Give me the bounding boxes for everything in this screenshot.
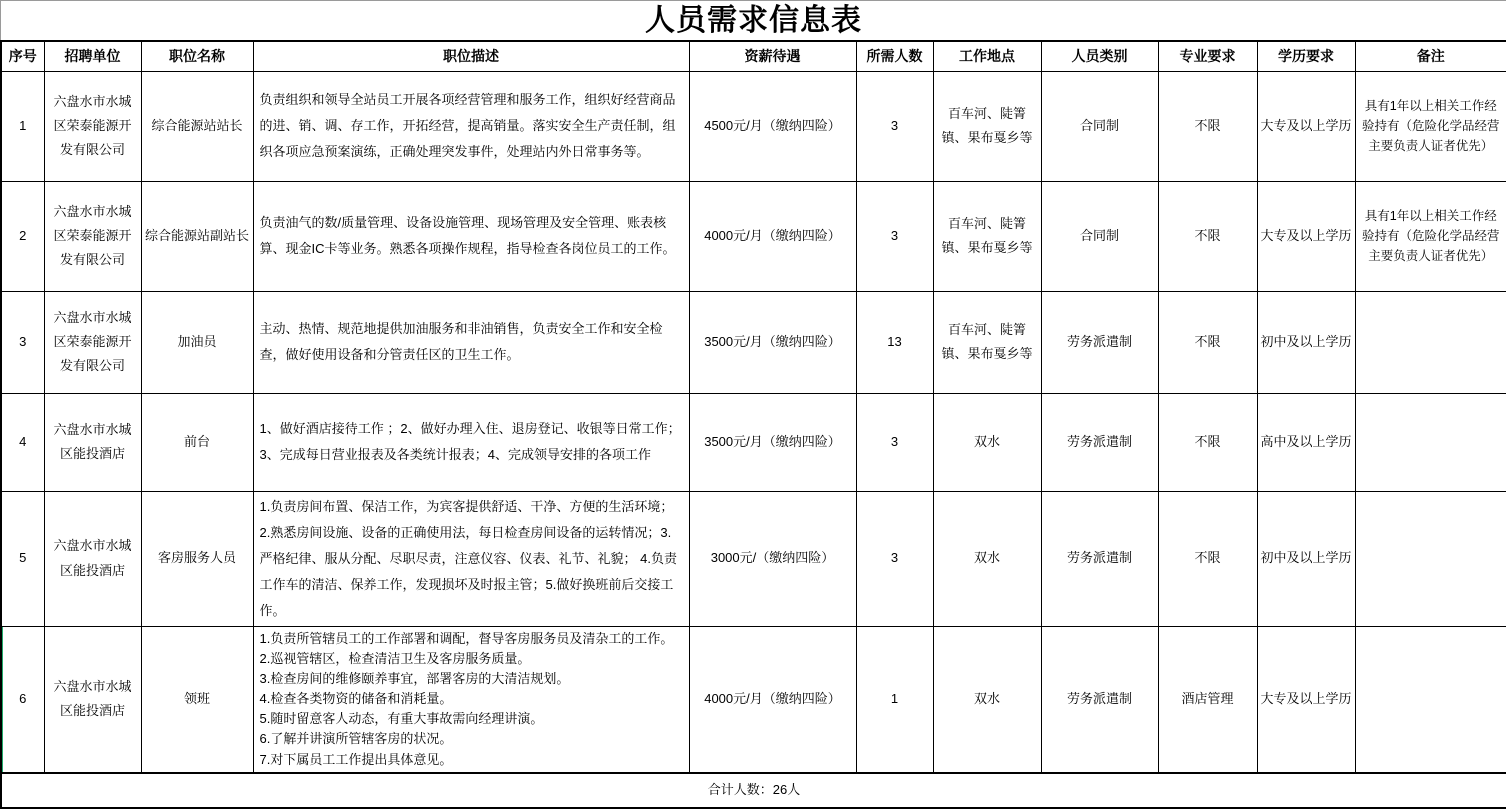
table-row: [1, 291, 1506, 393]
cell-education-requirement[interactable]: 大专及以上学历: [1257, 71, 1355, 181]
cell-remark[interactable]: [1355, 393, 1506, 491]
cell-position-description[interactable]: 1.负责房间布置、保洁工作，为宾客提供舒适、干净、方便的生活环境；2.熟悉房间设施、设备的正确使用法，每日检查房间设备的运转情况；3.严格纪律、服从分配、尽职尽责，注意仪容、仪表、礼节、礼貌； 4.负责工作车的清洁、保养工作，发现损坏及时报主管；5.做好换班前后交接工作。: [253, 491, 689, 626]
cell-remark[interactable]: [1355, 291, 1506, 393]
title-bar: [0, 0, 1506, 40]
cell-headcount[interactable]: 3: [856, 181, 933, 291]
cell-personnel-category[interactable]: 劳务派遣制: [1041, 393, 1158, 491]
cell-position-name[interactable]: 前台: [141, 393, 253, 491]
cell-recruiting-unit[interactable]: 六盘水市水城区荣泰能源开发有限公司: [44, 181, 141, 291]
table-row: [1, 626, 1506, 773]
cell-position-description[interactable]: 1、做好酒店接待工作 ；2、做好办理入住、退房登记、收银等日常工作；3、完成每日营业报表及各类统计报表；4、完成领导安排的各项工作: [253, 393, 689, 491]
cell-major-requirement[interactable]: 不限: [1158, 71, 1257, 181]
cell-recruiting-unit[interactable]: 六盘水市水城区荣泰能源开发有限公司: [44, 291, 141, 393]
cell-position-name[interactable]: 综合能源站副站长: [141, 181, 253, 291]
cell-salary[interactable]: 3000元/（缴纳四险）: [689, 491, 856, 626]
column-header[interactable]: 职位名称: [141, 41, 253, 71]
total-row: [1, 773, 1506, 808]
cell-remark[interactable]: 具有1年以上相关工作经验持有（危险化学品经营主要负责人证者优先）: [1355, 71, 1506, 181]
cell-position-description[interactable]: 主动、热情、规范地提供加油服务和非油销售，负责安全工作和安全检查，做好使用设备和分管责任区的卫生工作。: [253, 291, 689, 393]
cell-remark[interactable]: [1355, 626, 1506, 773]
cell-position-name[interactable]: 加油员: [141, 291, 253, 393]
header-row: [1, 41, 1506, 71]
cell-major-requirement[interactable]: 不限: [1158, 393, 1257, 491]
cell-position-description[interactable]: 1.负责所管辖员工的工作部署和调配，督导客房服务员及清杂工的工作。 2.巡视管辖区，检查清洁卫生及客房服务质量。 3.检查房间的维修颐养事宜，部署客房的大清洁规划。 4.检查各类物资的储备和消耗量。 5.随时留意客人动态，有重大事故需向经理讲演。 6.了解并讲演所管辖客房的状况。 7.对下属员工工作提出具体意见。: [253, 626, 689, 773]
cell-position-name[interactable]: 领班: [141, 626, 253, 773]
page-title: 人员需求信息表: [645, 3, 862, 37]
cell-major-requirement[interactable]: 不限: [1158, 291, 1257, 393]
column-header[interactable]: 序号: [1, 41, 44, 71]
column-header[interactable]: 学历要求: [1257, 41, 1355, 71]
cell-personnel-category[interactable]: 劳务派遣制: [1041, 291, 1158, 393]
cell-serial-number[interactable]: 1: [1, 71, 44, 181]
cell-serial-number[interactable]: 3: [1, 291, 44, 393]
cell-major-requirement[interactable]: 不限: [1158, 181, 1257, 291]
total-count-label[interactable]: 合计人数：26人: [1, 773, 1506, 808]
personnel-requirements-table: [0, 40, 1506, 809]
cell-recruiting-unit[interactable]: 六盘水市水城区能投酒店: [44, 626, 141, 773]
cell-serial-number[interactable]: 6: [1, 626, 44, 773]
cell-work-location[interactable]: 百车河、陡箐镇、果布戛乡等: [933, 181, 1041, 291]
cell-work-location[interactable]: 双水: [933, 393, 1041, 491]
column-header[interactable]: 工作地点: [933, 41, 1041, 71]
column-header[interactable]: 所需人数: [856, 41, 933, 71]
cell-major-requirement[interactable]: 酒店管理: [1158, 626, 1257, 773]
cell-education-requirement[interactable]: 高中及以上学历: [1257, 393, 1355, 491]
cell-recruiting-unit[interactable]: 六盘水市水城区能投酒店: [44, 491, 141, 626]
cell-headcount[interactable]: 3: [856, 491, 933, 626]
cell-headcount[interactable]: 3: [856, 71, 933, 181]
cell-position-name[interactable]: 客房服务人员: [141, 491, 253, 626]
cell-education-requirement[interactable]: 大专及以上学历: [1257, 181, 1355, 291]
cell-personnel-category[interactable]: 劳务派遣制: [1041, 626, 1158, 773]
table-row: [1, 71, 1506, 181]
table-body: [1, 71, 1506, 773]
table-row: [1, 181, 1506, 291]
cell-serial-number[interactable]: 5: [1, 491, 44, 626]
cell-salary[interactable]: 4500元/月（缴纳四险）: [689, 71, 856, 181]
column-header[interactable]: 资薪待遇: [689, 41, 856, 71]
cell-salary[interactable]: 4000元/月（缴纳四险）: [689, 626, 856, 773]
cell-headcount[interactable]: 13: [856, 291, 933, 393]
cell-serial-number[interactable]: 2: [1, 181, 44, 291]
cell-education-requirement[interactable]: 初中及以上学历: [1257, 491, 1355, 626]
column-header[interactable]: 备注: [1355, 41, 1506, 71]
cell-headcount[interactable]: 3: [856, 393, 933, 491]
column-header[interactable]: 人员类别: [1041, 41, 1158, 71]
cell-salary[interactable]: 3500元/月（缴纳四险）: [689, 291, 856, 393]
cell-recruiting-unit[interactable]: 六盘水市水城区荣泰能源开发有限公司: [44, 71, 141, 181]
cell-position-description[interactable]: 负责组织和领导全站员工开展各项经营管理和服务工作，组织好经营商品的进、销、调、存工作，开拓经营，提高销量。落实安全生产责任制，组织各项应急预案演练，正确处理突发事件，处理站内外日常事务等。: [253, 71, 689, 181]
cell-major-requirement[interactable]: 不限: [1158, 491, 1257, 626]
cell-personnel-category[interactable]: 合同制: [1041, 181, 1158, 291]
cell-personnel-category[interactable]: 劳务派遣制: [1041, 491, 1158, 626]
cell-work-location[interactable]: 双水: [933, 626, 1041, 773]
cell-education-requirement[interactable]: 初中及以上学历: [1257, 291, 1355, 393]
table-row: [1, 491, 1506, 626]
column-header[interactable]: 招聘单位: [44, 41, 141, 71]
table-row: [1, 393, 1506, 491]
cell-position-description[interactable]: 负责油气的数/质量管理、设备设施管理、现场管理及安全管理、账表核算、现金IC卡等业务。熟悉各项操作规程，指导检查各岗位员工的工作。: [253, 181, 689, 291]
cell-personnel-category[interactable]: 合同制: [1041, 71, 1158, 181]
cell-work-location[interactable]: 百车河、陡箐镇、果布戛乡等: [933, 291, 1041, 393]
column-header[interactable]: 职位描述: [253, 41, 689, 71]
cell-remark[interactable]: 具有1年以上相关工作经验持有（危险化学品经营主要负责人证者优先）: [1355, 181, 1506, 291]
cell-education-requirement[interactable]: 大专及以上学历: [1257, 626, 1355, 773]
cell-remark[interactable]: [1355, 491, 1506, 626]
cell-work-location[interactable]: 百车河、陡箐镇、果布戛乡等: [933, 71, 1041, 181]
cell-recruiting-unit[interactable]: 六盘水市水城区能投酒店: [44, 393, 141, 491]
column-header[interactable]: 专业要求: [1158, 41, 1257, 71]
cell-serial-number[interactable]: 4: [1, 393, 44, 491]
cell-salary[interactable]: 4000元/月（缴纳四险）: [689, 181, 856, 291]
cell-headcount[interactable]: 1: [856, 626, 933, 773]
cell-work-location[interactable]: 双水: [933, 491, 1041, 626]
cell-salary[interactable]: 3500元/月（缴纳四险）: [689, 393, 856, 491]
cell-position-name[interactable]: 综合能源站站长: [141, 71, 253, 181]
